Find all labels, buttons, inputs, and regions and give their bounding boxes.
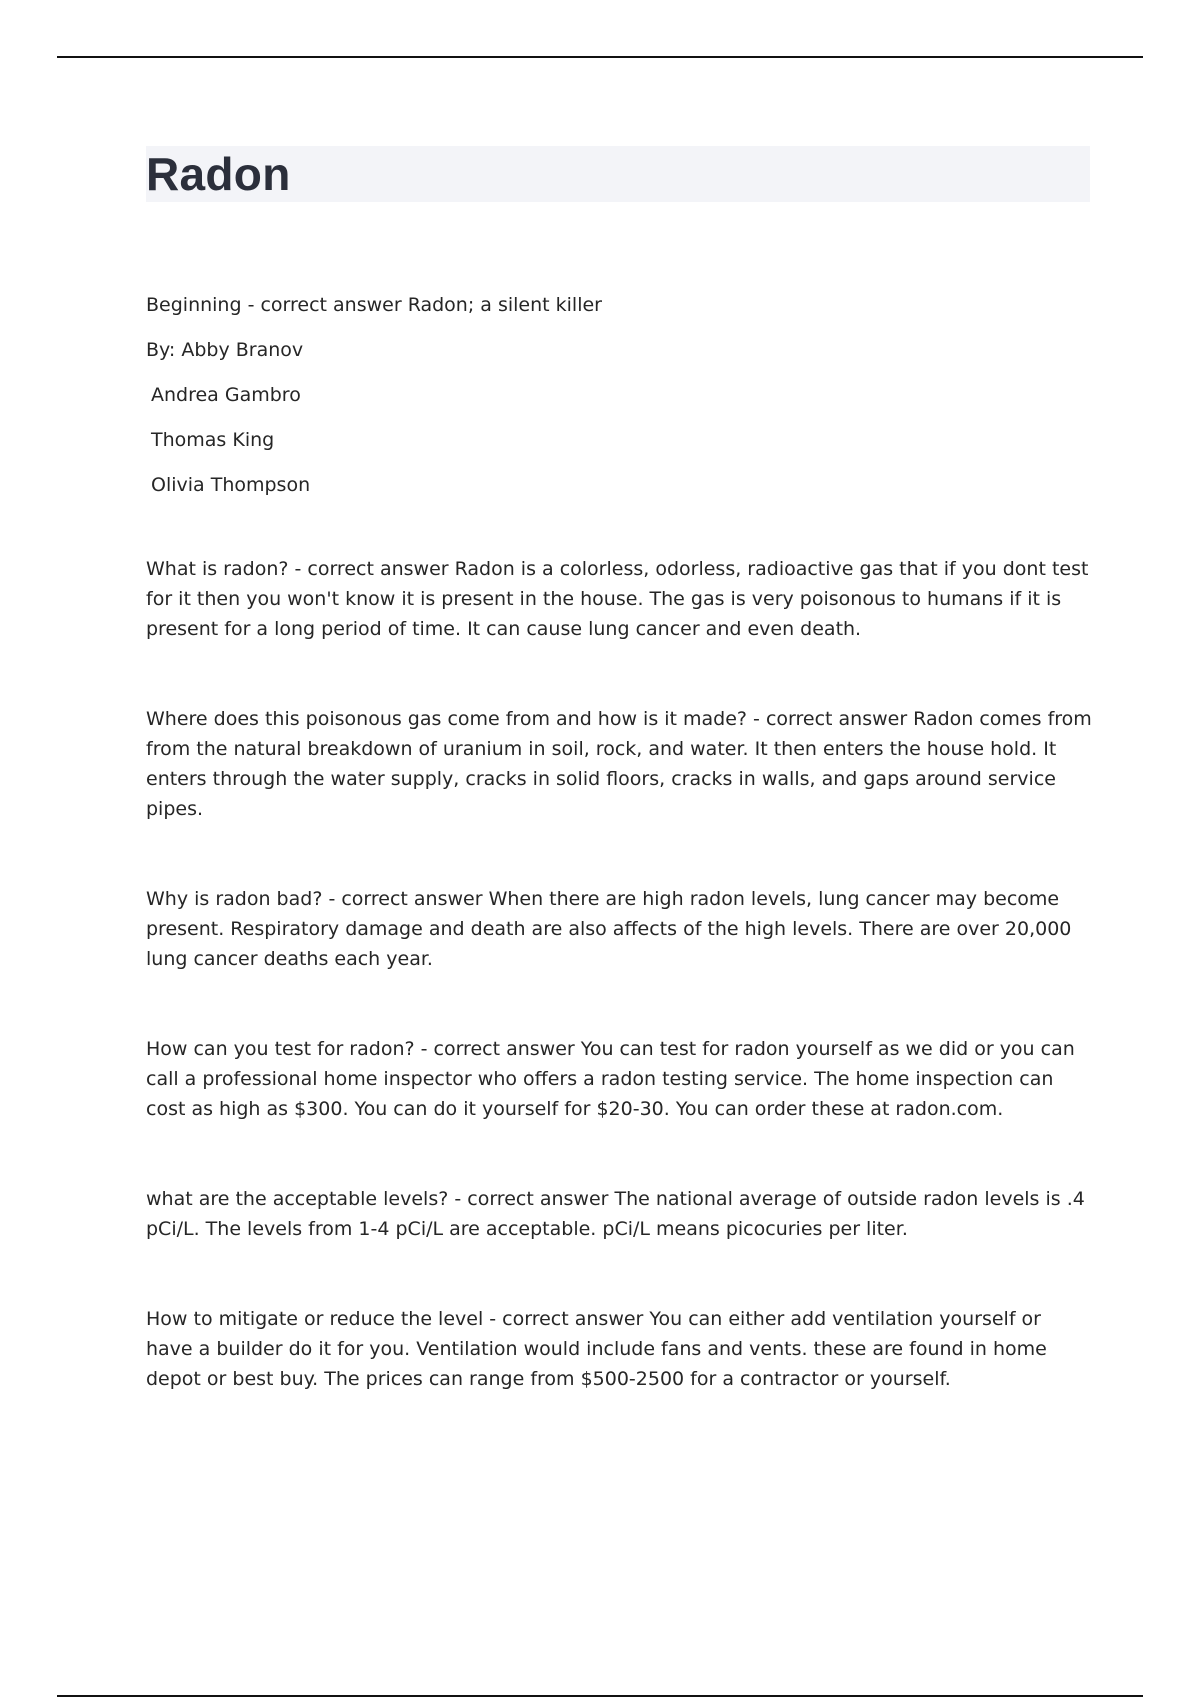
intro-line-beginning: Beginning - correct answer Radon; a silent killer <box>146 294 602 316</box>
qa-why-bad: Why is radon bad? - correct answer When there are high radon levels, lung cancer may become present. Respiratory damage and death are also affects of the high levels. There are over 20,000 lung cancer deaths each year. <box>146 888 1072 970</box>
qa-how-to-test: How can you test for radon? - correct answer You can test for radon yourself as we did or you can call a professional home inspector who offers a radon testing service. The home inspection can cost as high as $300. You can do it yourself for $20-30. You can order these at radon.com. <box>146 1038 1075 1120</box>
qa-where-from: Where does this poisonous gas come from and how is it made? - correct answer Radon comes from from the natural breakdown of uranium in soil, rock, and water. It then enters the house hold. It enters through the water supply, cracks in solid floors, cracks in walls, and gaps around service pipes. <box>146 708 1092 820</box>
document-body <box>146 290 1092 1394</box>
author-byline: By: Abby Branov <box>146 339 304 361</box>
author-name: Andrea Gambro <box>151 384 301 406</box>
intro-block <box>146 290 1092 500</box>
qa-what-is-radon: What is radon? - correct answer Radon is a colorless, odorless, radioactive gas that if you dont test for it then you won't know it is present in the house. The gas is very poisonous to humans if it is present for a long period of time. It can cause lung cancer and even death. <box>146 558 1089 640</box>
top-rule <box>57 56 1143 58</box>
qa-acceptable-levels: what are the acceptable levels? - correct answer The national average of outside radon levels is .4 pCi/L. The levels from 1-4 pCi/L are acceptable. pCi/L means picocuries per liter. <box>146 1188 1085 1240</box>
bottom-rule <box>57 1695 1143 1697</box>
page-title: Radon <box>146 148 291 200</box>
author-name: Thomas King <box>151 429 275 451</box>
qa-how-to-mitigate: How to mitigate or reduce the level - correct answer You can either add ventilation yourself or have a builder do it for you. Ventilation would include fans and vents. these are found in home depot or best buy. The prices can range from $500-2500 for a contractor or yourself. <box>146 1308 1047 1390</box>
author-name: Olivia Thompson <box>151 474 311 496</box>
